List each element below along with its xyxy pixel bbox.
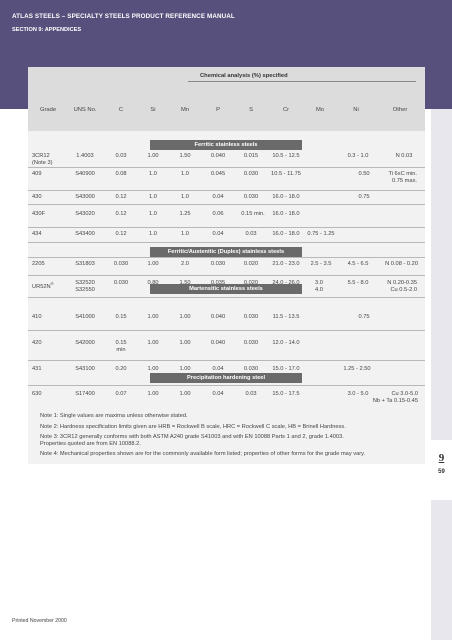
- manual-title: ATLAS STEELS – SPECIALTY STEELS PRODUCT REFERENCE MANUAL: [12, 13, 235, 20]
- cell-c: 0.08: [115, 171, 127, 177]
- cell-cr: 10.5 - 12.5: [272, 153, 300, 159]
- cell-uns: S43020: [75, 211, 95, 217]
- cell-mn: 2.0: [181, 261, 189, 267]
- cell-grade: [32, 280, 54, 291]
- cell-c: 0.15: [115, 314, 127, 320]
- cell-cr: 16.0 - 18.0: [272, 211, 300, 217]
- cell-s: 0.020: [243, 261, 259, 267]
- row-divider: [28, 227, 425, 228]
- cell-grade: 409: [32, 171, 42, 177]
- cell-s: 0.020: [243, 280, 259, 286]
- row-divider: [28, 257, 425, 258]
- band-duplex: Ferritic/Austenitic (Duplex) stainless steels: [150, 247, 302, 257]
- col-header-si: Si: [150, 107, 156, 113]
- row-divider: [28, 190, 425, 191]
- cell-s: 0.15 min.: [241, 211, 265, 217]
- chemical-analysis-heading: Chemical analysis (%) specified: [200, 73, 288, 79]
- cell-cr: 15.0 - 17.5: [272, 391, 300, 397]
- cell-grade: 420: [32, 340, 42, 346]
- cell-ni: 5.5 - 8.0: [347, 280, 369, 286]
- band-martensitic: Martensitic stainless steels: [150, 284, 302, 294]
- cell-other: N 0.20-0.35: [387, 280, 417, 286]
- cell-other: Cu 3.0-5.0: [391, 391, 418, 397]
- cell-si: 1.00: [147, 366, 159, 372]
- cell-c: 0.07: [115, 391, 127, 397]
- note-1: Note 1: Single values are maxima unless otherwise stated.: [40, 413, 188, 419]
- cell-c-line2: min: [116, 347, 126, 353]
- note-2: Note 2: Hardness specification limits given are HRB = Rockwell B scale, HRC = Rockwell C scale, HB = Brinell Hardness.: [40, 424, 346, 430]
- cell-mo: 2.5 - 3.5: [310, 261, 332, 267]
- section-title: SECTION 9: APPENDICES: [12, 27, 82, 33]
- cell-ni: 4.5 - 6.5: [347, 261, 369, 267]
- cell-c: 0.12: [115, 211, 127, 217]
- cell-other-line2: 0.75 max.: [392, 178, 417, 184]
- cell-grade: 431: [32, 366, 42, 372]
- cell-mn: 1.50: [179, 280, 191, 286]
- cell-mn: 1.00: [179, 314, 191, 320]
- cell-uns: S40900: [75, 171, 95, 177]
- cell-mn: 1.50: [179, 153, 191, 159]
- col-header-ni: Ni: [353, 107, 359, 113]
- cell-uns-line2: S32550: [75, 287, 95, 293]
- cell-p: 0.030: [210, 261, 226, 267]
- cell-cr: 11.5 - 13.5: [272, 314, 300, 320]
- cell-si: 1.00: [147, 314, 159, 320]
- cell-s: 0.015: [243, 153, 259, 159]
- col-header-s: S: [249, 107, 253, 113]
- row-divider: [28, 275, 425, 276]
- cell-grade: 434: [32, 231, 42, 237]
- cell-mo: 0.75 - 1.25: [307, 231, 335, 237]
- cell-c: 0.20: [115, 366, 127, 372]
- note-3-continued: Properties quoted are from EN 10088.2.: [40, 441, 141, 447]
- cell-c: 0.03: [115, 153, 127, 159]
- cell-cr: 16.0 - 18.0: [272, 231, 300, 237]
- cell-si: 1.0: [149, 171, 157, 177]
- row-divider: [28, 330, 425, 331]
- cell-p: 0.04: [212, 194, 224, 200]
- cell-cr: 24.0 - 26.0: [272, 280, 300, 286]
- cell-c: 0.12: [115, 231, 127, 237]
- cell-other: N 0.03: [395, 153, 413, 159]
- cell-c: 0.030: [113, 261, 129, 267]
- cell-ni: 1.25 - 2.50: [343, 366, 371, 372]
- cell-grade: 430F: [32, 211, 45, 217]
- col-header-mo: Mo: [315, 107, 325, 113]
- cell-uns: S17400: [75, 391, 95, 397]
- row-divider: [28, 204, 425, 205]
- cell-uns: S32520: [75, 280, 95, 286]
- cell-mo-line2: 4.0: [315, 287, 323, 293]
- note-4: Note 4: Mechanical properties shown are for the commonly available form listed; properties of other forms for the grade may vary.: [40, 451, 366, 457]
- row-divider: [28, 360, 425, 361]
- cell-si: 1.0: [149, 211, 157, 217]
- cell-s: 0.030: [243, 366, 259, 372]
- cell-other-line2: Cu 0.5-2.0: [390, 287, 417, 293]
- cell-p: 0.045: [210, 171, 226, 177]
- col-header-other: Other: [392, 107, 408, 113]
- row-divider: [28, 385, 425, 386]
- cell-uns: S31803: [75, 261, 95, 267]
- cell-s: 0.030: [243, 171, 259, 177]
- page-number: 59: [438, 469, 445, 475]
- col-header-p: P: [216, 107, 220, 113]
- cell-p: 0.06: [212, 211, 224, 217]
- cell-si: 0.80: [147, 280, 159, 286]
- cell-grade: 630: [32, 391, 42, 397]
- cell-ni: 0.75: [358, 314, 370, 320]
- cell-c: 0.030: [113, 280, 129, 286]
- col-header-c: C: [118, 107, 124, 113]
- cell-si: 1.0: [149, 194, 157, 200]
- cell-uns: 1.4003: [76, 153, 94, 159]
- cell-mo: 3.0: [315, 280, 323, 286]
- heading-rule: [188, 81, 416, 82]
- cell-cr: 10.5 - 11.75: [271, 171, 301, 177]
- cell-mn: 1.00: [179, 391, 191, 397]
- cell-si: 1.00: [147, 340, 159, 346]
- cell-grade: 430: [32, 194, 42, 200]
- cell-other: Ti 6xC min.: [388, 171, 417, 177]
- cell-p: 0.04: [212, 231, 224, 237]
- cell-cr: 15.0 - 17.0: [272, 366, 300, 372]
- row-divider: [28, 297, 425, 298]
- col-header-mn: Mn: [180, 107, 190, 113]
- cell-p: 0.035: [210, 280, 226, 286]
- cell-mn: 1.0: [181, 194, 189, 200]
- grade-name: UR52N: [32, 283, 51, 290]
- cell-mn: 1.25: [179, 211, 191, 217]
- print-date: Printed November 2000: [12, 618, 67, 624]
- cell-other: N 0.08 - 0.20: [385, 261, 418, 267]
- cell-ni: 0.50: [358, 171, 370, 177]
- cell-uns: S43000: [75, 194, 95, 200]
- cell-p: 0.04: [212, 366, 224, 372]
- cell-p: 0.04: [212, 391, 224, 397]
- cell-mn: 1.00: [179, 366, 191, 372]
- row-divider: [28, 242, 425, 243]
- side-band: [431, 109, 452, 640]
- cell-si: 1.00: [147, 391, 159, 397]
- cell-grade: 410: [32, 314, 42, 320]
- cell-s: 0.030: [243, 340, 259, 346]
- cell-cr: 21.0 - 23.0: [272, 261, 300, 267]
- col-header-uns: UNS No.: [73, 107, 97, 113]
- cell-s: 0.03: [245, 391, 257, 397]
- cell-uns: S41000: [75, 314, 95, 320]
- col-header-cr: Cr: [282, 107, 290, 113]
- row-divider: [28, 167, 425, 168]
- cell-mn: 1.0: [181, 231, 189, 237]
- band-precipitation: Precipitation hardening steel: [150, 373, 302, 383]
- band-ferritic: Ferritic stainless steels: [150, 140, 302, 150]
- cell-si: 1.00: [147, 153, 159, 159]
- cell-other-line2: Nb + Ta 0.15-0.45: [372, 398, 418, 404]
- cell-grade-note: (Note 3): [32, 160, 53, 166]
- col-header-grade: Grade: [39, 107, 57, 113]
- cell-c: 0.12: [115, 194, 127, 200]
- cell-grade: 2205: [32, 261, 45, 267]
- cell-si: 1.00: [147, 261, 159, 267]
- cell-uns: S42000: [75, 340, 95, 346]
- cell-si: 1.0: [149, 231, 157, 237]
- cell-mn: 1.0: [181, 171, 189, 177]
- cell-p: 0.040: [210, 340, 226, 346]
- cell-uns: S43100: [75, 366, 95, 372]
- cell-mn: 1.00: [179, 340, 191, 346]
- cell-uns: S43400: [75, 231, 95, 237]
- note-3: Note 3: 3CR12 generally conforms with both ASTM A240 grade S41003 and with EN 10088 Parts 1 and 2, grade 1.4003.: [40, 434, 344, 440]
- cell-s: 0.030: [243, 314, 259, 320]
- cell-cr: 12.0 - 14.0: [272, 340, 300, 346]
- cell-ni: 0.75: [358, 194, 370, 200]
- cell-s: 0.03: [245, 231, 257, 237]
- cell-c: 0.15: [115, 340, 127, 346]
- registered-mark: ®: [50, 281, 54, 286]
- section-number: 9: [438, 452, 445, 464]
- cell-grade: 3CR12: [32, 153, 50, 159]
- cell-p: 0.040: [210, 153, 226, 159]
- cell-ni: 3.0 - 5.0: [347, 391, 369, 397]
- cell-s: 0.030: [243, 194, 259, 200]
- cell-cr: 16.0 - 18.0: [272, 194, 300, 200]
- cell-ni: 0.3 - 1.0: [347, 153, 369, 159]
- cell-p: 0.040: [210, 314, 226, 320]
